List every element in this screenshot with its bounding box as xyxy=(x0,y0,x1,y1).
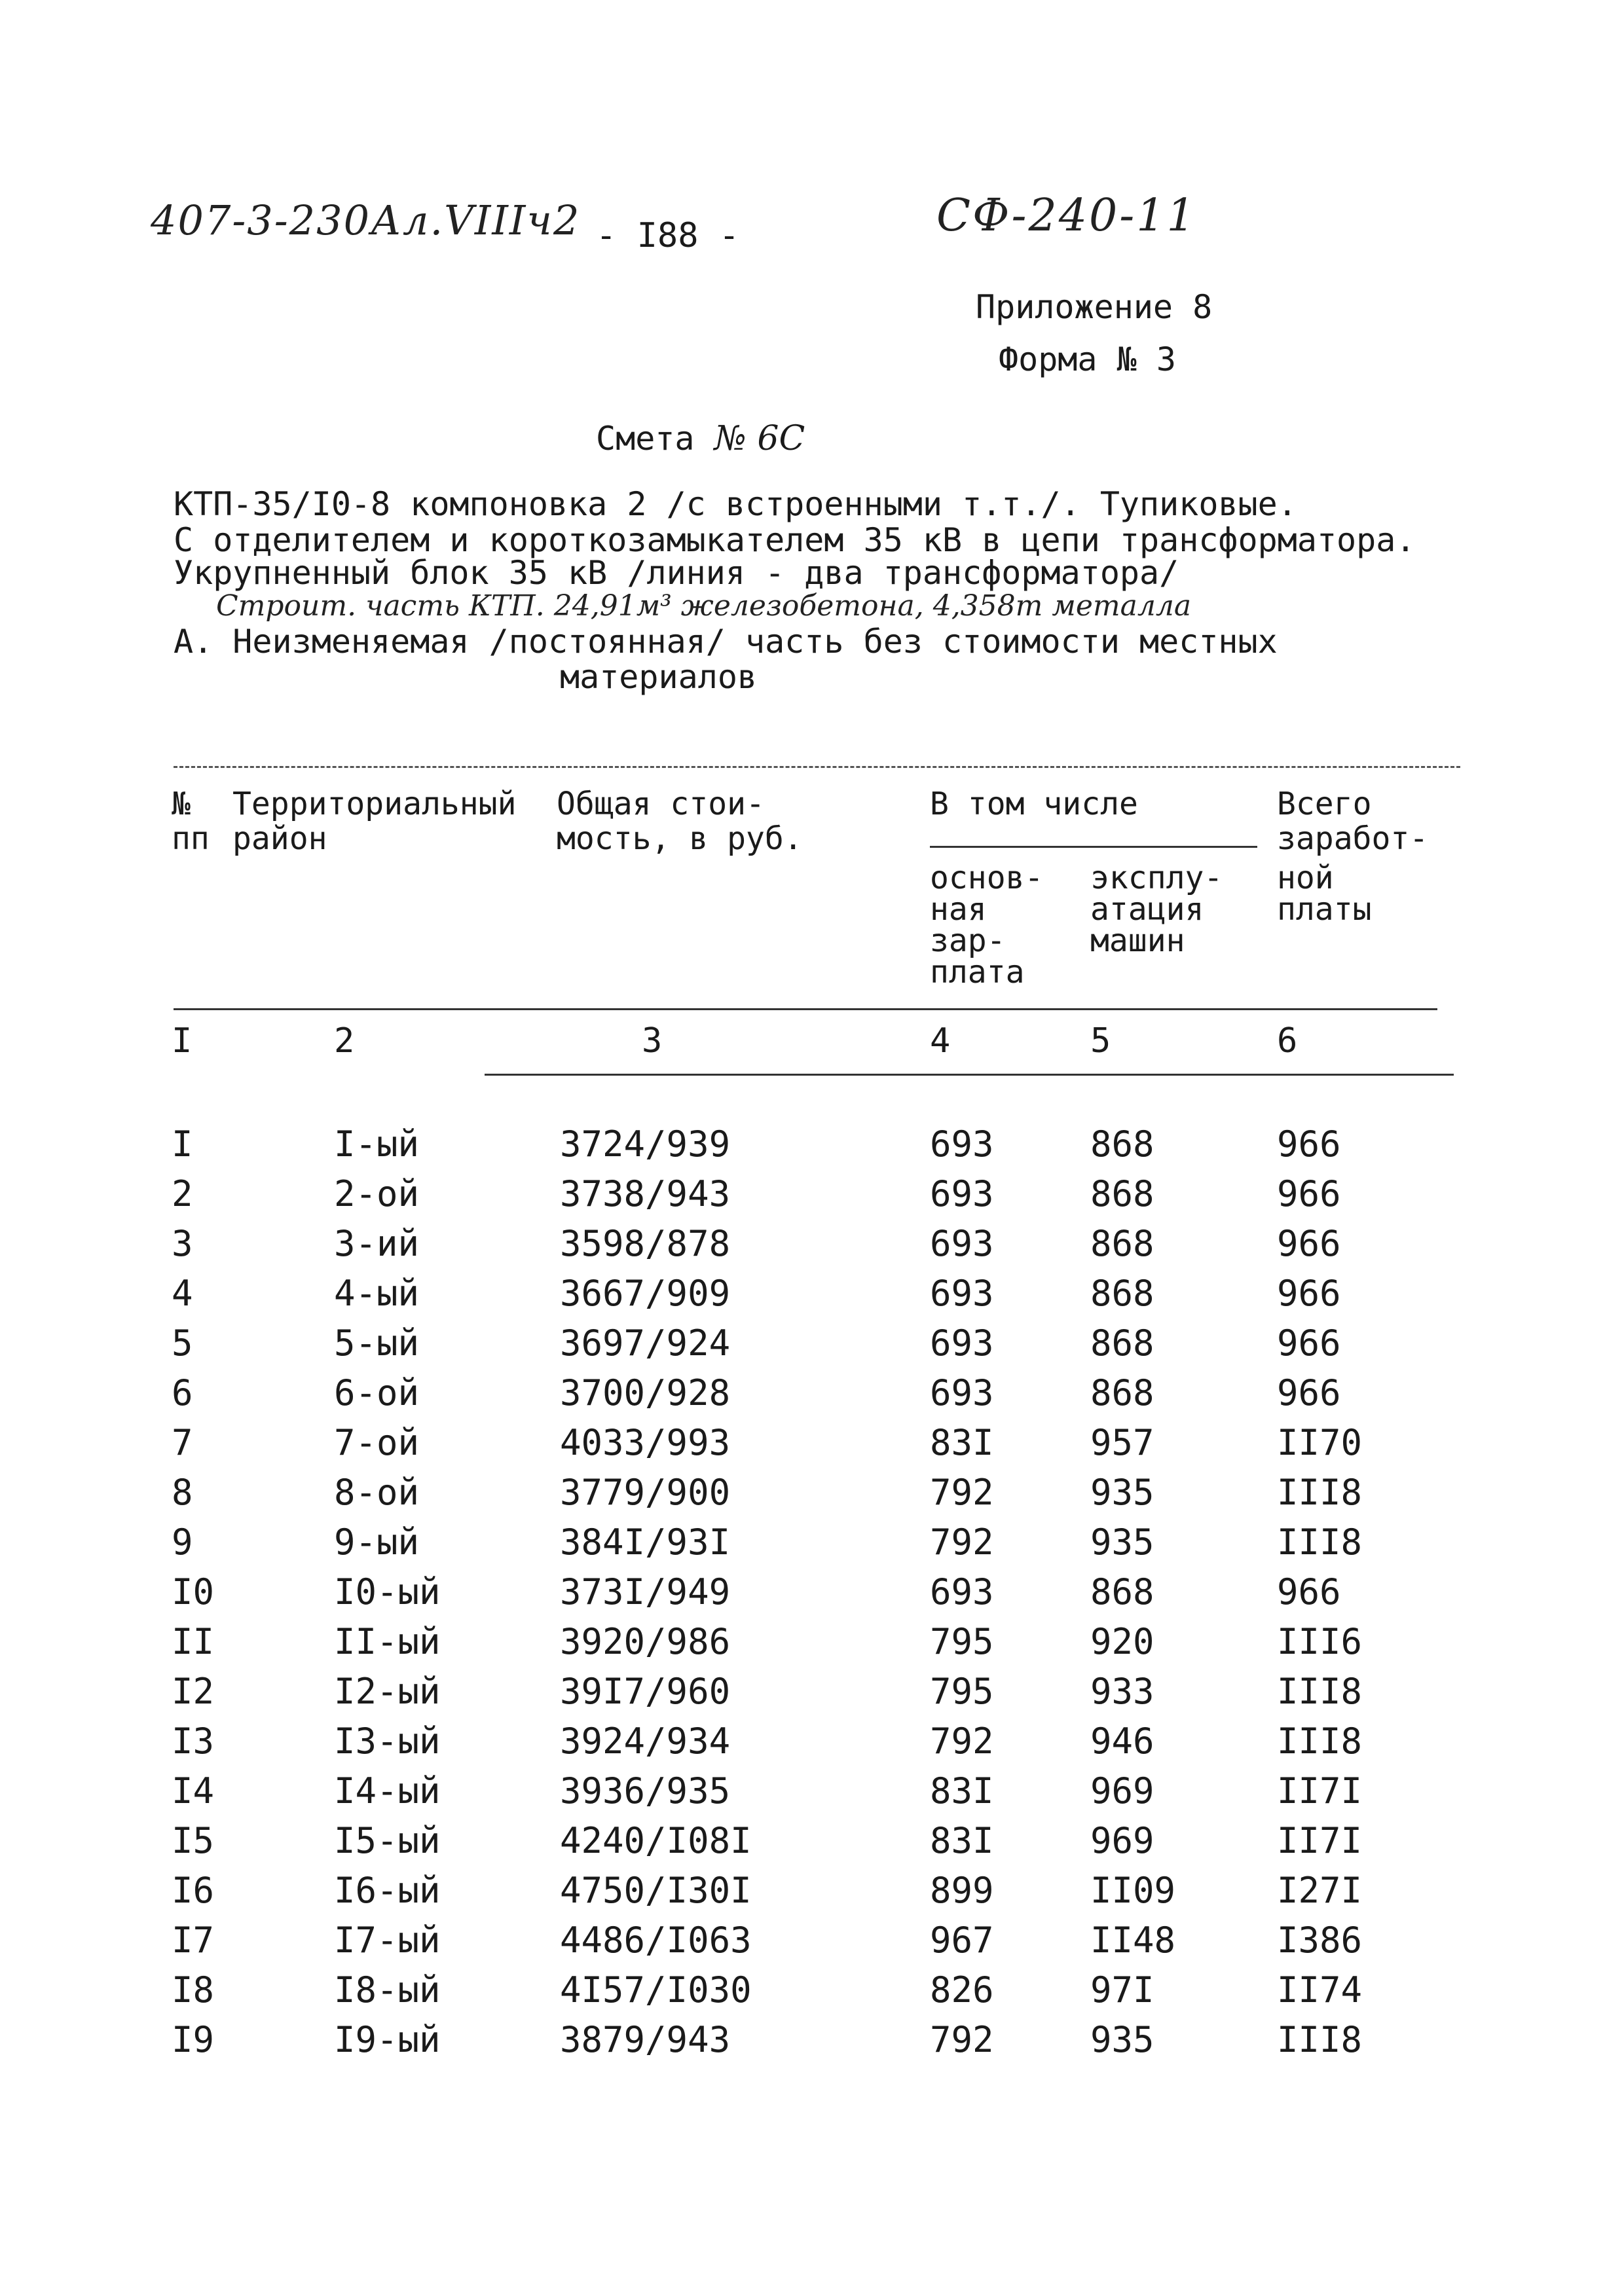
row-territory: 2-ой xyxy=(334,1173,420,1214)
appendix-label: Приложение 8 xyxy=(976,288,1213,326)
row-number: 4 xyxy=(172,1273,193,1314)
header-base-pay-3: зар- xyxy=(930,922,1006,959)
row-machine-operation: 933 xyxy=(1090,1671,1154,1712)
row-total-wages: I27I xyxy=(1277,1870,1363,1911)
row-number: 5 xyxy=(172,1322,193,1364)
row-total-cost: 3779/900 xyxy=(560,1472,731,1513)
column-number: 4 xyxy=(930,1021,951,1061)
row-total-cost: 3700/928 xyxy=(560,1372,731,1413)
row-machine-operation: 868 xyxy=(1090,1571,1154,1613)
row-machine-operation: 868 xyxy=(1090,1123,1154,1165)
row-territory: I4-ый xyxy=(334,1770,441,1812)
header-base-pay: основ- xyxy=(930,860,1044,896)
row-total-wages: II70 xyxy=(1277,1422,1363,1463)
row-territory: 5-ый xyxy=(334,1322,420,1364)
table-row xyxy=(0,1617,1624,1667)
table-row xyxy=(0,1518,1624,1567)
row-territory: 8-ой xyxy=(334,1472,420,1513)
document-code: 407-3-230Ал.VIIIч2 xyxy=(151,196,581,244)
row-machine-operation: 868 xyxy=(1090,1372,1154,1413)
row-base-pay: 693 xyxy=(930,1173,994,1214)
row-territory: 7-ой xyxy=(334,1422,420,1463)
header-no: № xyxy=(172,786,191,822)
header-bottom-rule xyxy=(174,1008,1437,1010)
row-total-wages: III8 xyxy=(1277,2019,1363,2060)
description-line-3: Укрупненный блок 35 кВ /линия - два трансформатора/ xyxy=(174,554,1179,592)
column-number: 5 xyxy=(1090,1021,1111,1061)
row-number: I8 xyxy=(172,1969,215,2011)
table-row xyxy=(0,1418,1624,1468)
row-number: 8 xyxy=(172,1472,193,1513)
header-territory-2: район xyxy=(232,820,327,857)
page-number: - I88 - xyxy=(596,216,740,255)
header-total-wages-4: платы xyxy=(1277,891,1372,928)
row-total-cost: 3936/935 xyxy=(560,1770,731,1812)
row-number: I9 xyxy=(172,2019,215,2060)
row-total-wages: III8 xyxy=(1277,1522,1363,1563)
header-machine-operation-3: машин xyxy=(1090,922,1185,959)
row-base-pay: 693 xyxy=(930,1273,994,1314)
row-total-wages: 966 xyxy=(1277,1223,1341,1264)
row-total-wages: 966 xyxy=(1277,1273,1341,1314)
row-territory: I7-ый xyxy=(334,1920,441,1961)
row-total-wages: 966 xyxy=(1277,1322,1341,1364)
column-numbers-rule xyxy=(485,1074,1454,1076)
row-total-cost: 3879/943 xyxy=(560,2019,731,2060)
row-total-wages: II74 xyxy=(1277,1969,1363,2011)
form-number: Форма № 3 xyxy=(999,340,1176,378)
row-total-cost: 3920/986 xyxy=(560,1621,731,1662)
row-total-wages: 966 xyxy=(1277,1372,1341,1413)
row-number: I4 xyxy=(172,1770,215,1812)
row-machine-operation: 957 xyxy=(1090,1422,1154,1463)
row-base-pay: 826 xyxy=(930,1969,994,2011)
row-machine-operation: 935 xyxy=(1090,1522,1154,1563)
table-row xyxy=(0,1816,1624,1866)
header-no-2: пп xyxy=(172,820,210,857)
row-number: II xyxy=(172,1621,215,1662)
description-line-2: С отделителем и короткозамыкателем 35 кВ в цепи трансформатора. xyxy=(174,521,1416,559)
row-base-pay: 83I xyxy=(930,1770,994,1812)
description-line-4: А. Неизменяемая /постоянная/ часть без стоимости местных xyxy=(174,623,1278,661)
row-base-pay: 792 xyxy=(930,1721,994,1762)
row-territory: 9-ый xyxy=(334,1522,420,1563)
row-machine-operation: 868 xyxy=(1090,1273,1154,1314)
row-total-wages: 966 xyxy=(1277,1571,1341,1613)
handwritten-note: Строит. часть КТП. 24,91м³ железобетона, 4,358т металла xyxy=(216,589,1192,623)
header-base-pay-4: плата xyxy=(930,954,1025,991)
row-base-pay: 795 xyxy=(930,1621,994,1662)
table-row xyxy=(0,1269,1624,1319)
row-total-wages: II7I xyxy=(1277,1820,1363,1861)
row-total-cost: 373I/949 xyxy=(560,1571,731,1613)
column-number: 6 xyxy=(1277,1021,1298,1061)
row-machine-operation: 920 xyxy=(1090,1621,1154,1662)
column-number: 2 xyxy=(334,1021,355,1061)
header-machine-operation: эксплу- xyxy=(1090,860,1223,896)
row-total-cost: 4033/993 xyxy=(560,1422,731,1463)
row-base-pay: 83I xyxy=(930,1422,994,1463)
row-machine-operation: 969 xyxy=(1090,1820,1154,1861)
row-base-pay: 693 xyxy=(930,1322,994,1364)
header-total-wages: Всего xyxy=(1277,786,1372,822)
including-rule xyxy=(930,846,1257,848)
table-row xyxy=(0,1368,1624,1418)
row-machine-operation: 868 xyxy=(1090,1322,1154,1364)
table-row xyxy=(0,1667,1624,1717)
row-total-cost: 3924/934 xyxy=(560,1721,731,1762)
table-row xyxy=(0,1567,1624,1617)
row-number: 7 xyxy=(172,1422,193,1463)
row-number: I3 xyxy=(172,1721,215,1762)
row-machine-operation: 868 xyxy=(1090,1223,1154,1264)
row-total-wages: 966 xyxy=(1277,1123,1341,1165)
estimate-title xyxy=(596,419,805,458)
table-row xyxy=(0,2015,1624,2065)
table-row xyxy=(0,1219,1624,1269)
header-total-wages-2: заработ- xyxy=(1277,820,1429,857)
table-row xyxy=(0,1916,1624,1965)
row-base-pay: 792 xyxy=(930,1472,994,1513)
header-total-cost-2: мость, в руб. xyxy=(557,820,803,857)
row-base-pay: 967 xyxy=(930,1920,994,1961)
description-line-1: КТП-35/I0-8 компоновка 2 /с встроенными т.т./. Тупиковые. xyxy=(174,485,1297,523)
table-row xyxy=(0,1468,1624,1518)
row-base-pay: 899 xyxy=(930,1870,994,1911)
row-total-wages: III8 xyxy=(1277,1472,1363,1513)
row-total-cost: 39I7/960 xyxy=(560,1671,731,1712)
table-top-rule xyxy=(174,766,1460,768)
row-base-pay: 792 xyxy=(930,1522,994,1563)
header-base-pay-2: ная xyxy=(930,891,987,928)
row-territory: 6-ой xyxy=(334,1372,420,1413)
row-number: 3 xyxy=(172,1223,193,1264)
row-number: 6 xyxy=(172,1372,193,1413)
column-number: I xyxy=(172,1021,193,1061)
row-base-pay: 693 xyxy=(930,1571,994,1613)
row-base-pay: 83I xyxy=(930,1820,994,1861)
table-row xyxy=(0,1766,1624,1816)
row-number: 9 xyxy=(172,1522,193,1563)
row-base-pay: 792 xyxy=(930,2019,994,2060)
row-total-wages: I386 xyxy=(1277,1920,1363,1961)
row-territory: I8-ый xyxy=(334,1969,441,2011)
row-total-cost: 4486/I063 xyxy=(560,1920,752,1961)
row-territory: I3-ый xyxy=(334,1721,441,1762)
description-line-5: материалов xyxy=(560,658,758,696)
row-territory: II-ый xyxy=(334,1621,441,1662)
row-total-cost: 4I57/I030 xyxy=(560,1969,752,2011)
row-base-pay: 693 xyxy=(930,1223,994,1264)
row-machine-operation: 935 xyxy=(1090,2019,1154,2060)
table-row xyxy=(0,1965,1624,2015)
row-total-wages: III8 xyxy=(1277,1671,1363,1712)
row-territory: I6-ый xyxy=(334,1870,441,1911)
row-total-cost: 4750/I30I xyxy=(560,1870,752,1911)
row-territory: I5-ый xyxy=(334,1820,441,1861)
row-number: 2 xyxy=(172,1173,193,1214)
table-row xyxy=(0,1169,1624,1219)
row-number: I0 xyxy=(172,1571,215,1613)
row-total-cost: 3697/924 xyxy=(560,1322,731,1364)
table-row xyxy=(0,1120,1624,1169)
row-machine-operation: 969 xyxy=(1090,1770,1154,1812)
row-total-cost: 3667/909 xyxy=(560,1273,731,1314)
row-territory: 3-ий xyxy=(334,1223,420,1264)
row-total-cost: 384I/93I xyxy=(560,1522,731,1563)
row-base-pay: 693 xyxy=(930,1123,994,1165)
row-number: I2 xyxy=(172,1671,215,1712)
row-machine-operation: II09 xyxy=(1090,1870,1176,1911)
column-number: 3 xyxy=(642,1021,663,1061)
header-including: В том числе xyxy=(930,786,1138,822)
row-total-wages: II7I xyxy=(1277,1770,1363,1812)
row-machine-operation: 946 xyxy=(1090,1721,1154,1762)
row-machine-operation: 935 xyxy=(1090,1472,1154,1513)
header-total-wages-3: ной xyxy=(1277,860,1334,896)
row-territory: I2-ый xyxy=(334,1671,441,1712)
row-machine-operation: II48 xyxy=(1090,1920,1176,1961)
row-base-pay: 693 xyxy=(930,1372,994,1413)
row-territory: 4-ый xyxy=(334,1273,420,1314)
row-total-cost: 3738/943 xyxy=(560,1173,731,1214)
row-total-cost: 4240/I08I xyxy=(560,1820,752,1861)
row-territory: I-ый xyxy=(334,1123,420,1165)
row-machine-operation: 868 xyxy=(1090,1173,1154,1214)
table-row xyxy=(0,1717,1624,1766)
row-total-wages: 966 xyxy=(1277,1173,1341,1214)
header-machine-operation-2: атация xyxy=(1090,891,1204,928)
row-number: I7 xyxy=(172,1920,215,1961)
row-number: I xyxy=(172,1123,193,1165)
sheet-code: СФ-240-11 xyxy=(936,190,1197,242)
header-territory: Территориальный xyxy=(232,786,517,822)
row-base-pay: 795 xyxy=(930,1671,994,1712)
row-machine-operation: 97I xyxy=(1090,1969,1154,2011)
row-total-wages: III8 xyxy=(1277,1721,1363,1762)
header-total-cost: Общая стои- xyxy=(557,786,765,822)
row-number: I6 xyxy=(172,1870,215,1911)
table-row xyxy=(0,1866,1624,1916)
estimate-number: № 6С xyxy=(714,419,805,458)
row-territory: I9-ый xyxy=(334,2019,441,2060)
row-total-cost: 3598/878 xyxy=(560,1223,731,1264)
row-number: I5 xyxy=(172,1820,215,1861)
row-total-cost: 3724/939 xyxy=(560,1123,731,1165)
table-row xyxy=(0,1319,1624,1368)
row-territory: I0-ый xyxy=(334,1571,441,1613)
row-total-wages: III6 xyxy=(1277,1621,1363,1662)
estimate-label: Смета xyxy=(596,420,695,458)
